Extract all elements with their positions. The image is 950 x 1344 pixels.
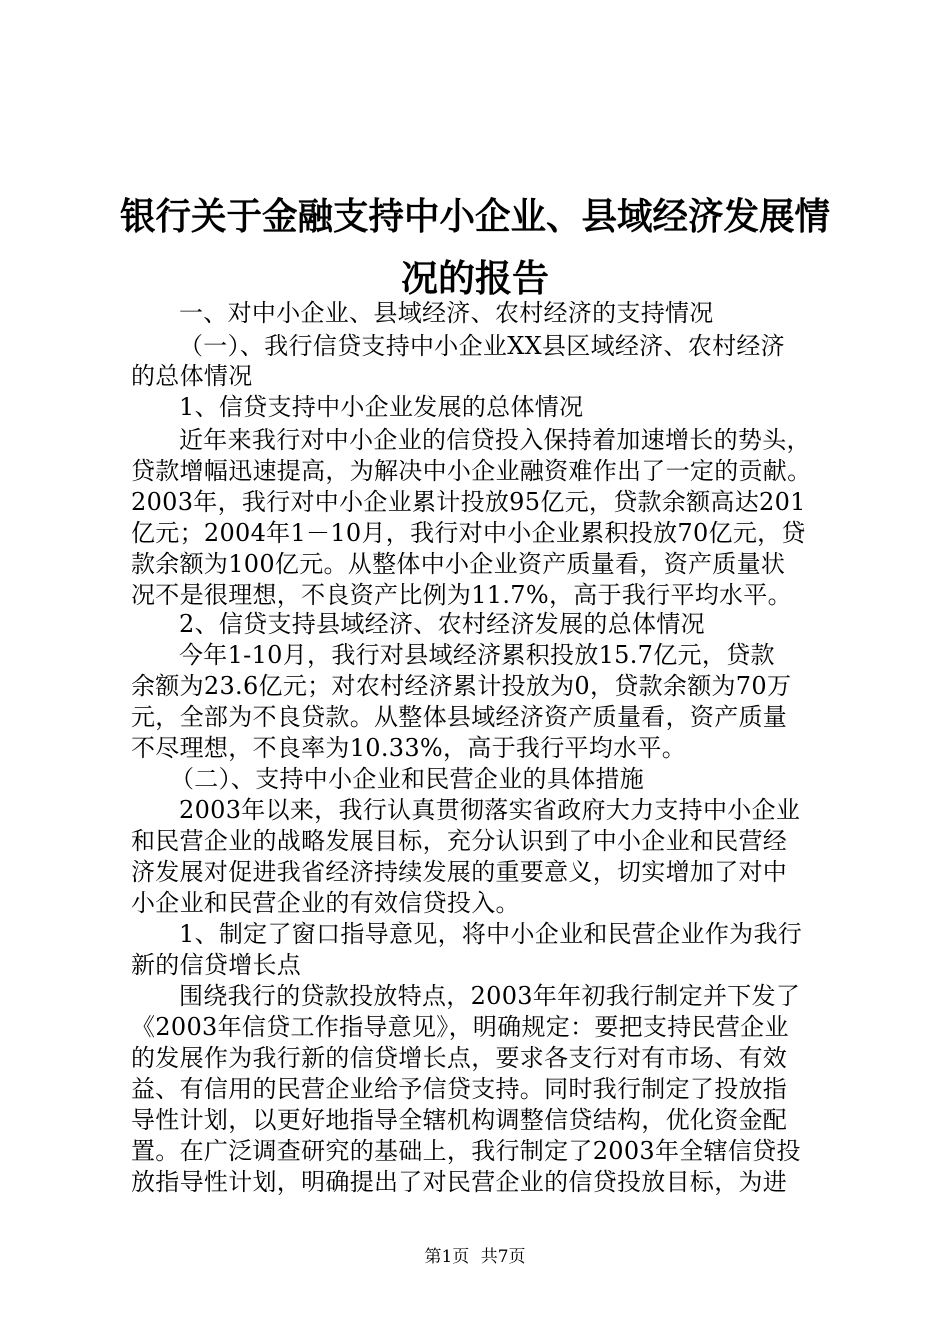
page-total: 共7页 (480, 1247, 526, 1267)
text-line: 今年1-10月，我行对县域经济累积投放15.7亿元，贷款 (179, 641, 775, 669)
text-line: 2003年，我行对中小企业累计投放95亿元，贷款余额高达201 (131, 488, 806, 516)
text-line: 况不是很理想，不良资产比例为11.7%，高于我行平均水平。 (131, 581, 792, 609)
item-heading-2: 2、信贷支持县域经济、农村经济发展的总体情况 (179, 610, 705, 638)
text-line: 放指导性计划，明确提出了对民营企业的信贷投放目标，为进 (131, 1168, 788, 1196)
text-line: 和民营企业的战略发展目标，充分认识到了中小企业和民营经 (131, 827, 788, 855)
page-footer (0, 1242, 950, 1267)
text-line: 近年来我行对中小企业的信贷投入保持着加速增长的势头， (179, 426, 811, 454)
text-line: 不尽理想，不良率为10.33%，高于我行平均水平。 (131, 734, 687, 762)
page-number: 第1页 (424, 1247, 470, 1267)
text-line: 2003年以来，我行认真贯彻落实省政府大力支持中小企业 (179, 796, 801, 824)
text-line: 元，全部为不良贷款。从整体县域经济资产质量看，资产质量 (131, 703, 788, 731)
text-line: 《2003年信贷工作指导意见》，明确规定：要把支持民营企业 (131, 1013, 789, 1041)
document-title-line-2: 况的报告 (401, 256, 549, 300)
text-line: 小企业和民营企业的有效信贷投入。 (131, 889, 520, 917)
text-line: 的总体情况 (131, 362, 253, 390)
document-title-line-1: 银行关于金融支持中小企业、县域经济发展情 (119, 194, 831, 238)
item-heading-1: 1、信贷支持中小企业发展的总体情况 (179, 393, 584, 421)
text-line: 余额为23.6亿元；对农村经济累计投放为0，贷款余额为70万 (131, 672, 792, 700)
text-line: 益、有信用的民营企业给予信贷支持。同时我行制定了投放指 (131, 1075, 788, 1103)
text-line: 置。在广泛调查研究的基础上，我行制定了2003年全辖信贷投 (131, 1137, 801, 1165)
text-line: 导性计划，以更好地指导全辖机构调整信贷结构，优化资金配 (131, 1106, 788, 1134)
subsection-heading-2: （二）、支持中小企业和民营企业的具体措施 (170, 765, 644, 793)
text-line: 贷款增幅迅速提高，为解决中小企业融资难作出了一定的贡献。 (131, 457, 812, 485)
item-heading-3: 1、制定了窗口指导意见，将中小企业和民营企业作为我行 (179, 920, 803, 948)
text-line: 亿元；2004年1－10月，我行对中小企业累积投放70亿元，贷 (131, 519, 806, 547)
text-line: 款余额为100亿元。从整体中小企业资产质量看，资产质量状 (131, 550, 786, 578)
text-line: 新的信贷增长点 (131, 951, 302, 979)
text-line: 的发展作为我行新的信贷增长点，要求各支行对有市场、有效 (131, 1044, 788, 1072)
text-line: 济发展对促进我省经济持续发展的重要意义，切实增加了对中 (131, 858, 788, 886)
subsection-heading-1: （一）、我行信贷支持中小企业XX县区域经济、农村经济 (179, 332, 785, 360)
section-heading-1: 一、对中小企业、县域经济、农村经济的支持情况 (179, 299, 714, 327)
text-line: 围绕我行的贷款投放特点，2003年年初我行制定并下发了 (179, 982, 801, 1010)
